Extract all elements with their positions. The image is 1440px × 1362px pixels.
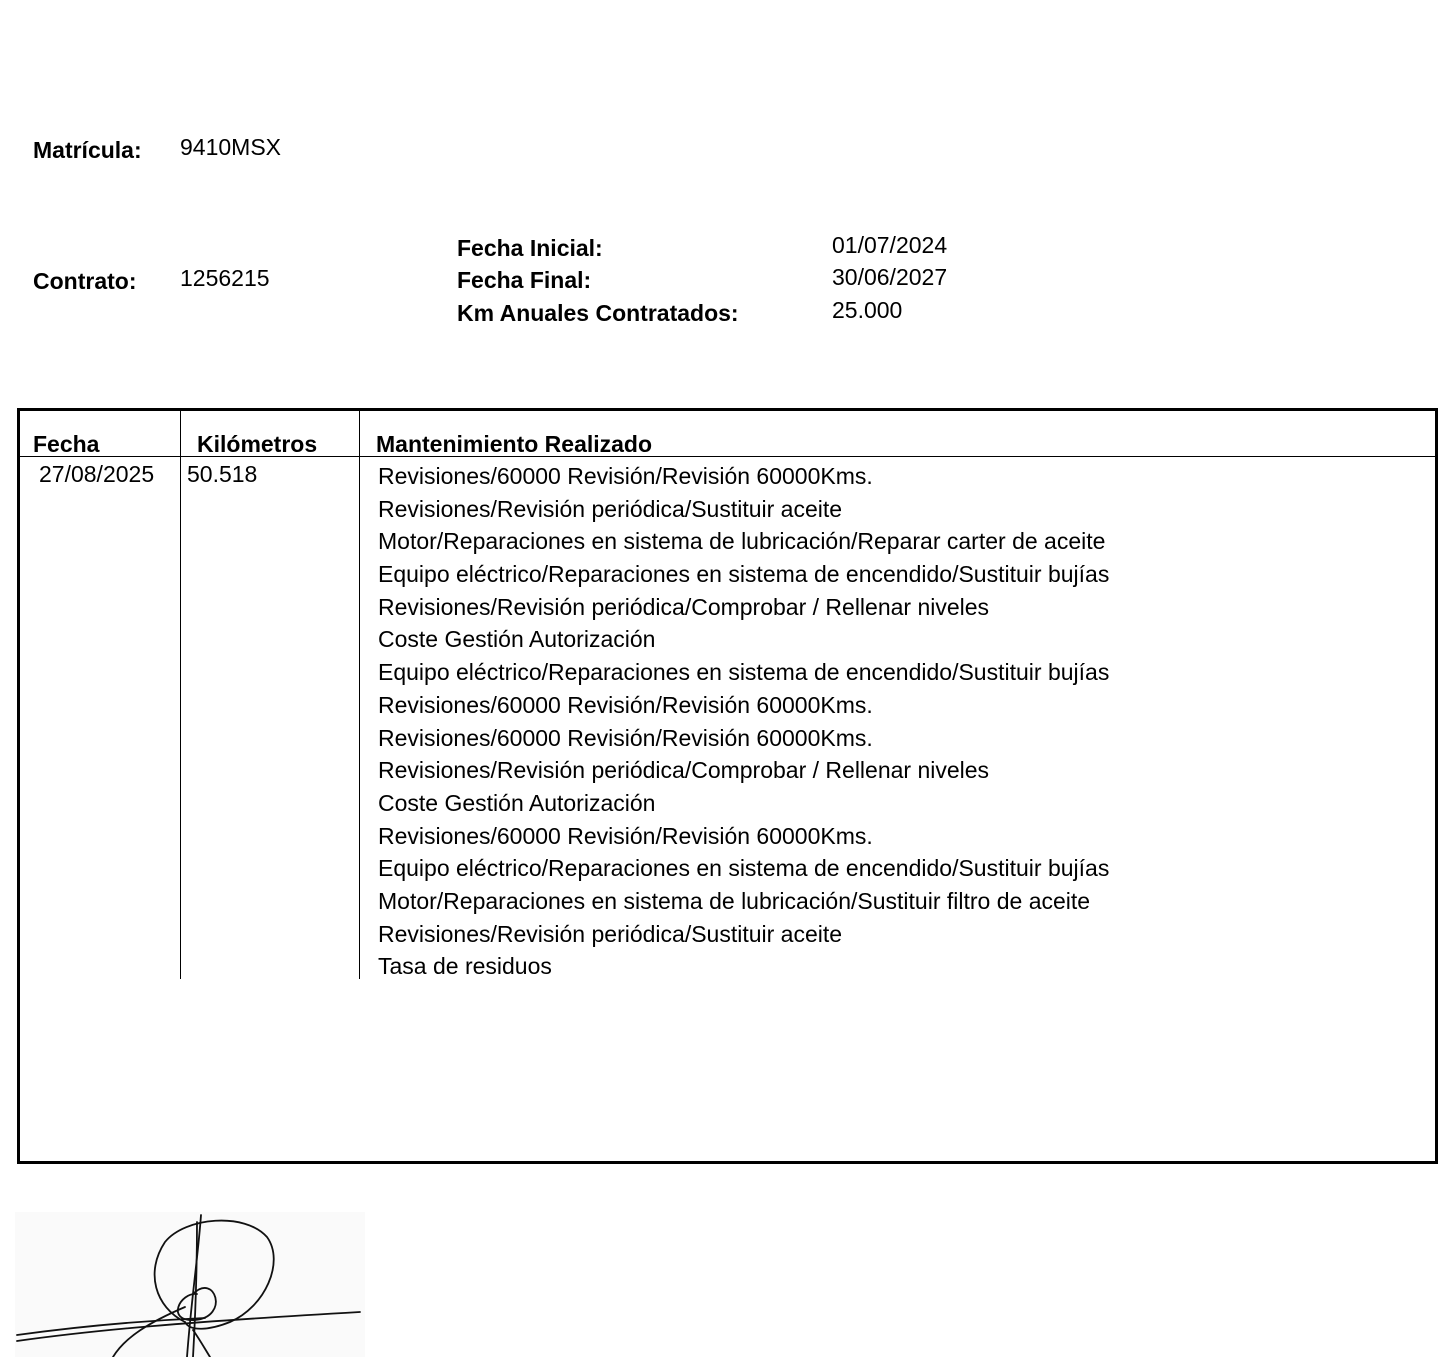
list-item: Coste Gestión Autorización: [378, 626, 656, 653]
column-divider-2: [359, 411, 360, 979]
header-mantenimiento: Mantenimiento Realizado: [376, 431, 653, 457]
column-divider-1: [180, 411, 181, 979]
matricula-value: 9410MSX: [180, 134, 282, 160]
list-item: Equipo eléctrico/Reparaciones en sistema de encendido/Sustituir bujías: [378, 855, 1110, 882]
fecha-final-label: Fecha Final:: [457, 267, 592, 293]
list-item: Equipo eléctrico/Reparaciones en sistema de encendido/Sustituir bujías: [378, 659, 1110, 686]
list-item: Revisiones/60000 Revisión/Revisión 60000Kms.: [378, 724, 873, 751]
contrato-value: 1256215: [180, 265, 270, 291]
list-item: Revisiones/Revisión periódica/Sustituir aceite: [378, 920, 843, 947]
maintenance-table: [17, 408, 1438, 1164]
fecha-final-value: 30/06/2027: [832, 264, 948, 290]
list-item: Motor/Reparaciones en sistema de lubricación/Sustituir filtro de aceite: [378, 887, 1091, 914]
header-divider: [20, 456, 1435, 457]
fecha-inicial-value: 01/07/2024: [832, 232, 948, 258]
list-item: Revisiones/60000 Revisión/Revisión 60000Kms.: [378, 691, 873, 718]
cell-kilometros: 50.518: [187, 461, 258, 487]
list-item: Revisiones/60000 Revisión/Revisión 60000Kms.: [378, 822, 873, 849]
list-item: Coste Gestión Autorización: [378, 789, 656, 816]
handwritten-signature-icon: [15, 1212, 365, 1357]
list-item: Revisiones/Revisión periódica/Comprobar / Rellenar niveles: [378, 593, 990, 620]
list-item: Tasa de residuos: [378, 953, 552, 980]
list-item: Revisiones/60000 Revisión/Revisión 60000Kms.: [378, 463, 873, 489]
cell-fecha: 27/08/2025: [39, 461, 155, 487]
list-item: Equipo eléctrico/Reparaciones en sistema de encendido/Sustituir bujías: [378, 561, 1110, 588]
list-item: Motor/Reparaciones en sistema de lubricación/Reparar carter de aceite: [378, 528, 1106, 555]
header-fecha: Fecha: [33, 431, 100, 457]
km-anuales-value: 25.000: [832, 297, 903, 323]
list-item: Revisiones/Revisión periódica/Comprobar / Rellenar niveles: [378, 757, 990, 784]
fecha-inicial-label: Fecha Inicial:: [457, 235, 603, 261]
header-kilometros: Kilómetros: [197, 431, 318, 457]
matricula-label: Matrícula:: [33, 137, 142, 163]
km-anuales-label: Km Anuales Contratados:: [457, 300, 739, 326]
maintenance-list: [378, 463, 1109, 986]
list-item: Revisiones/Revisión periódica/Sustituir aceite: [378, 495, 843, 522]
contrato-label: Contrato:: [33, 268, 137, 294]
